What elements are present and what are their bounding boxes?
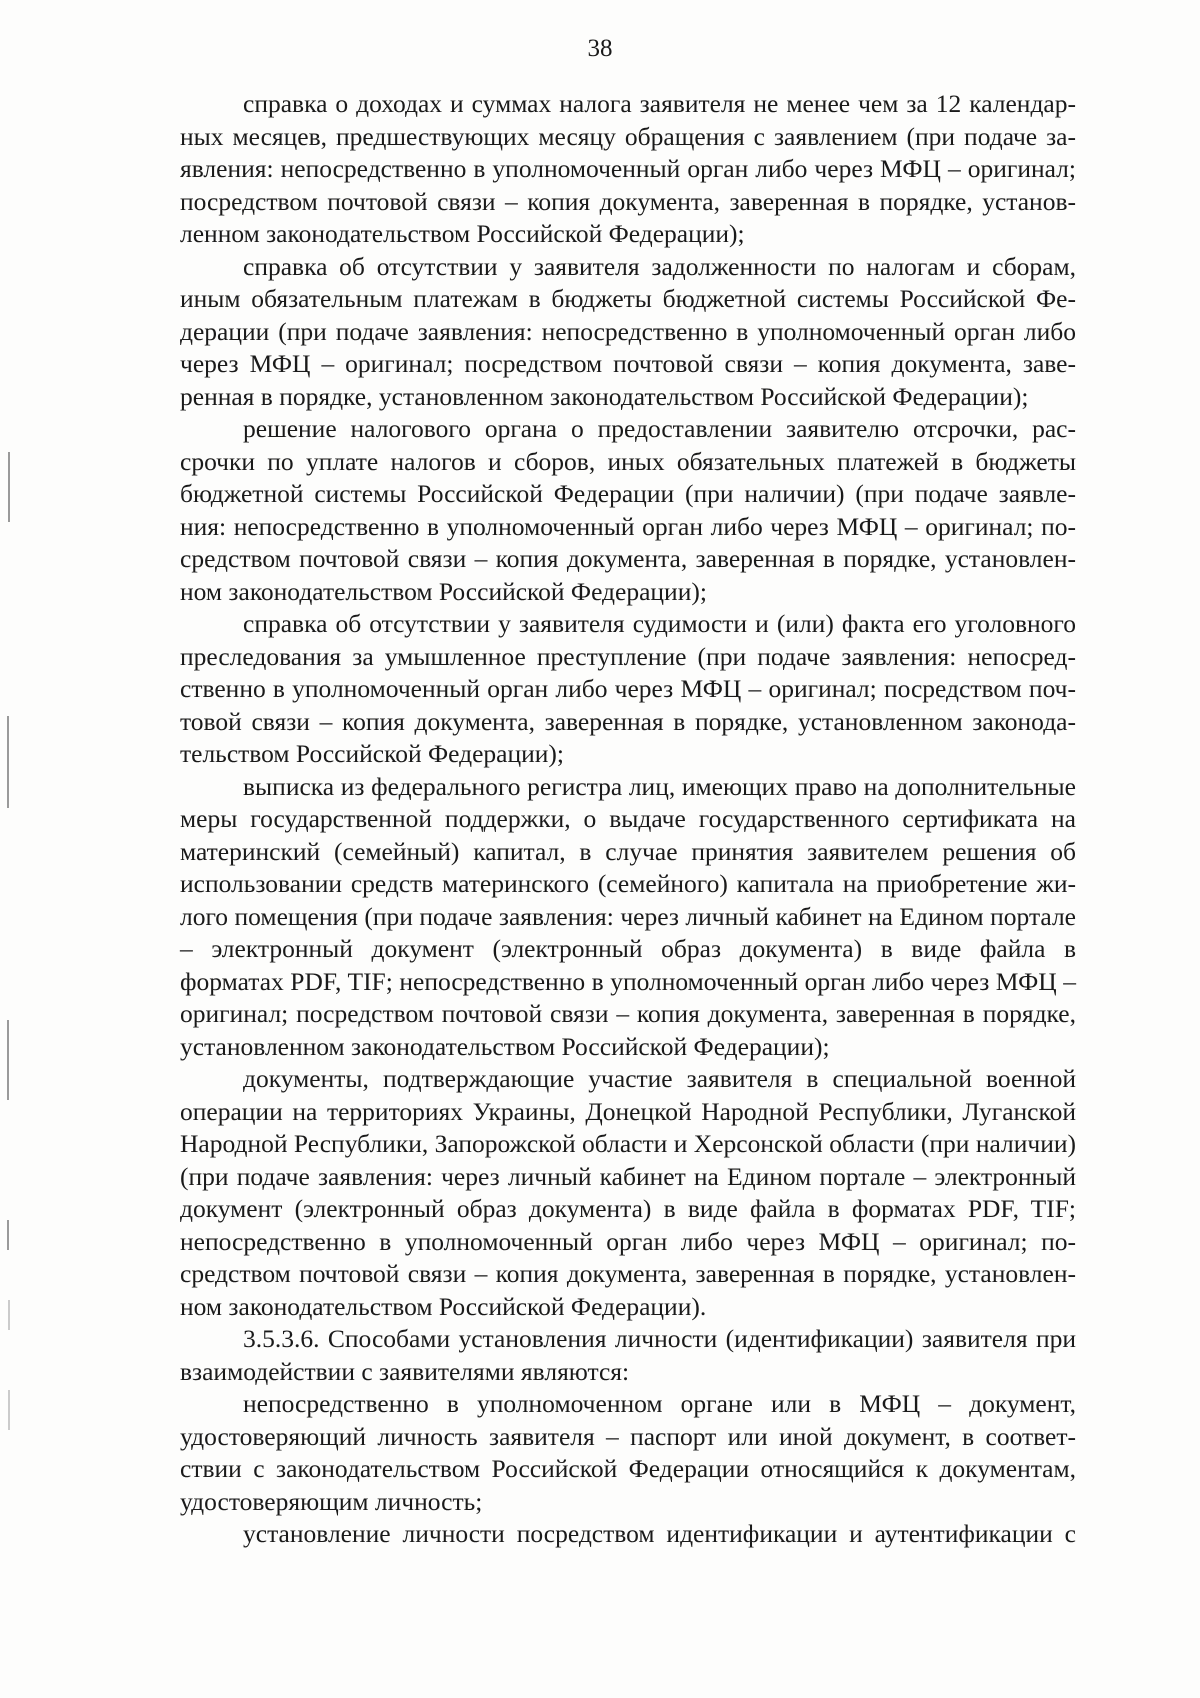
paragraph-identity-document: непосредственно в уполномоченном органе или в МФЦ – документ, удостоверяющий личность заявителя – паспорт или иной документ, в соответствии с законодательством Российской Федерации относящийся к документам, удостоверяющим личность; bbox=[180, 1389, 1076, 1516]
document-body bbox=[180, 88, 1076, 1551]
scan-artifact bbox=[8, 1300, 10, 1330]
paragraph-maternity-capital-extract: выписка из федерального регистра лиц, имеющих право на дополнительные меры государственной поддержки, о выдаче государственного сертификата на материнский (семейный) капитал, в случае принятия заявителем решения об использовании средств материнского (семейного) капитала на приобретение жилого помещения (при подаче заявления: через личный кабинет на Едином портале – электронный документ (электронный образ документа) в виде файла в форматах PDF, TIF; непосредственно в уполномоченный орган либо через МФЦ – оригинал; посредством почтовой связи – копия документа, заверенная в порядке, установленном законодательством Российской Федерации); bbox=[180, 771, 1076, 1061]
paragraph-criminal-record-certificate: справка об отсутствии у заявителя судимости и (или) факта его уголовного преследования за умышленное преступление (при подаче заявления: непосредственно в уполномоченный орган либо через МФЦ – оригинал; посредством почтовой связи – копия документа, заверенная в порядке, установленном законодательством Российской Федерации); bbox=[180, 609, 1076, 768]
scan-artifact bbox=[7, 716, 9, 808]
scan-artifact bbox=[8, 1390, 10, 1430]
paragraph-tax-debt-certificate: справка об отсутствии у заявителя задолженности по налогам и сборам, иным обязательным платежам в бюджеты бюджетной системы Российской Федерации (при подаче заявления: непосредственно в уполномоченный орган либо через МФЦ – оригинал; посредством почтовой связи – копия документа, заверенная в порядке, установленном законодательством Российской Федерации); bbox=[180, 251, 1076, 411]
scan-artifact bbox=[7, 1020, 9, 1100]
paragraph-military-operation-documents: документы, подтверждающие участие заявителя в специальной военной операции на территориях Украины, Донецкой Народной Республики, Луганской Народной Республики, Запорожской области и Херсонской области (при наличии) (при подаче заявления: через личный кабинет на Едином портале – электронный документ (электронный образ документа) в виде файла в форматах PDF, TIF; непосредственно в уполномоченный орган либо через МФЦ – оригинал; посредством почтовой связи – копия документа, заверенная в порядке, установленном законодательством Российской Федерации). bbox=[180, 1064, 1076, 1321]
paragraph-section-3-5-3-6: 3.5.3.6. Способами установления личности (идентификации) заявителя при взаимодействии с заявителями являются: bbox=[180, 1324, 1076, 1386]
paragraph-identity-authentication: установление личности посредством идентификации и аутентификации с bbox=[243, 1519, 1076, 1548]
paragraph-tax-deferral-decision: решение налогового органа о предоставлении заявителю отсрочки, рассрочки по уплате налогов и сборов, иных обязательных платежей в бюджеты бюджетной системы Российской Федерации (при наличии) (при подаче заявления: непосредственно в уполномоченный орган либо через МФЦ – оригинал; посредством почтовой связи – копия документа, заверенная в порядке, установленном законодательством Российской Федерации); bbox=[180, 414, 1076, 606]
scan-artifact bbox=[7, 1220, 9, 1250]
paragraph-income-certificate: справка о доходах и суммах налога заявителя не менее чем за 12 календарных месяцев, предшествующих месяцу обращения с заявлением (при подаче заявления: непосредственно в уполномоченный орган либо через МФЦ – оригинал; посредством почтовой связи – копия документа, заверенная в порядке, установленном законодательством Российской Федерации); bbox=[180, 89, 1076, 248]
scan-artifact bbox=[8, 452, 10, 522]
page-number: 38 bbox=[587, 35, 613, 62]
